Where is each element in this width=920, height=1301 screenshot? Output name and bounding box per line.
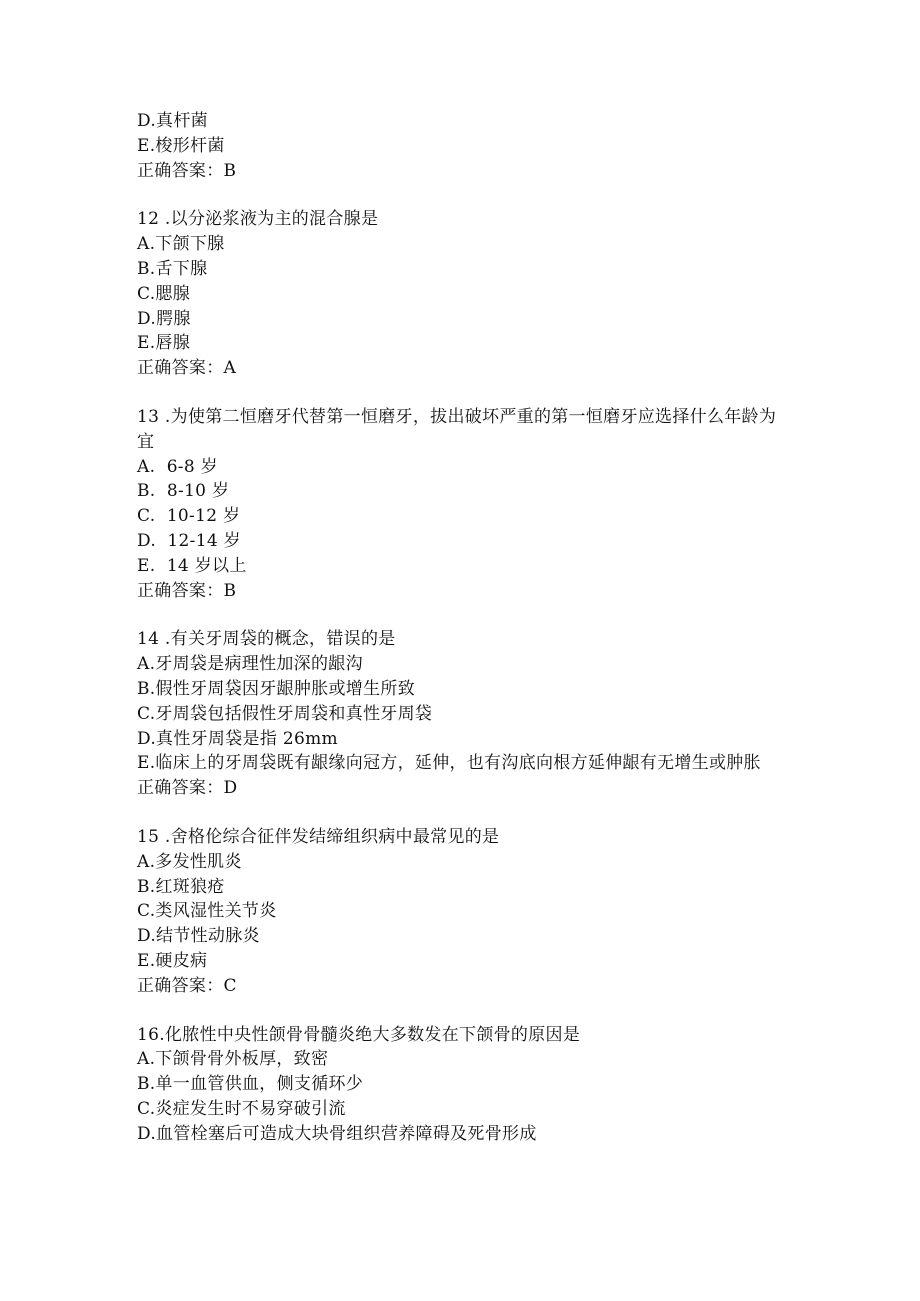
question-stem: 15 .舍格伦综合征伴发结缔组织病中最常见的是 xyxy=(137,826,500,847)
option-d: D.结节性动脉炎 xyxy=(137,926,260,947)
spacer xyxy=(137,183,787,207)
option-e: E.硬皮病 xyxy=(137,950,208,971)
option-a: A. 6-8 岁 xyxy=(137,456,218,477)
answer-line: 正确答案：B xyxy=(137,580,237,601)
answer-line: 正确答案：C xyxy=(137,975,237,996)
question-block-11-tail xyxy=(137,109,787,183)
answer-line: 正确答案：B xyxy=(137,160,237,181)
option-d: D. 12-14 岁 xyxy=(137,530,241,551)
option-d: D.血管栓塞后可造成大块骨组织营养障碍及死骨形成 xyxy=(137,1123,537,1144)
question-block-15 xyxy=(137,825,787,999)
option-b: B.红斑狼疮 xyxy=(137,876,225,897)
option-a: A.下颌下腺 xyxy=(137,234,225,255)
option-c: C.类风湿性关节炎 xyxy=(137,901,277,922)
option-c: C.炎症发生时不易穿破引流 xyxy=(137,1098,346,1119)
question-stem: 12 .以分泌浆液为主的混合腺是 xyxy=(137,209,379,230)
option-c: C.腮腺 xyxy=(137,283,191,304)
question-block-14 xyxy=(137,627,787,801)
option-d: D.真性牙周袋是指 26mm xyxy=(137,728,338,749)
option-e: E. 14 岁以上 xyxy=(137,555,247,576)
option-e: E.唇腺 xyxy=(137,333,191,354)
option-a: A.多发性肌炎 xyxy=(137,851,242,872)
answer-line: 正确答案：A xyxy=(137,358,237,379)
question-stem: 16.化脓性中央性颌骨骨髓炎绝大多数发在下颌骨的原因是 xyxy=(137,1024,581,1045)
spacer xyxy=(137,999,787,1023)
option-c: C. 10-12 岁 xyxy=(137,506,241,527)
option-b: B. 8-10 岁 xyxy=(137,481,230,502)
option-b: B.假性牙周袋因牙龈肿胀或增生所致 xyxy=(137,678,415,699)
option-b: B.单一血管供血，侧支循环少 xyxy=(137,1074,364,1095)
question-block-13 xyxy=(137,405,787,603)
option-a: A.牙周袋是病理性加深的龈沟 xyxy=(137,654,363,675)
option-a: A.下颌骨骨外板厚，致密 xyxy=(137,1049,329,1070)
question-stem: 14 .有关牙周袋的概念，错误的是 xyxy=(137,629,396,650)
option-e: E.梭形杆菌 xyxy=(137,135,225,156)
option-e: E.临床上的牙周袋既有龈缘向冠方，延伸，也有沟底向根方延伸龈有无增生或肿胀 xyxy=(137,753,761,774)
document-content xyxy=(137,109,787,1146)
option-d: D.真杆菌 xyxy=(137,111,208,131)
question-block-12 xyxy=(137,207,787,381)
spacer xyxy=(137,801,787,825)
option-c: C.牙周袋包括假性牙周袋和真性牙周袋 xyxy=(137,703,433,724)
question-stem: 13 .为使第二恒磨牙代替第一恒磨牙，拔出破坏严重的第一恒磨牙应选择什么年龄为宜 xyxy=(137,406,777,452)
option-b: B.舌下腺 xyxy=(137,258,208,279)
answer-line: 正确答案：D xyxy=(137,778,238,799)
option-d: D.腭腺 xyxy=(137,308,191,329)
spacer xyxy=(137,603,787,627)
question-block-16 xyxy=(137,1023,787,1147)
spacer xyxy=(137,381,787,405)
